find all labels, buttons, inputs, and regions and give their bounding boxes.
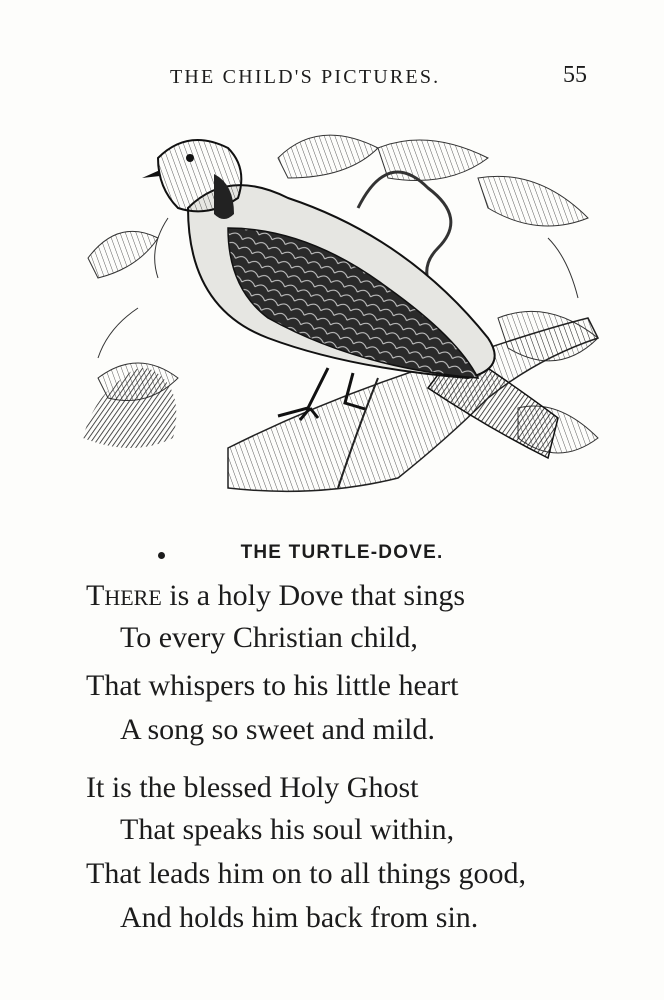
turtle-dove-illustration	[78, 118, 608, 518]
poem-line-2: To every Christian child,	[120, 621, 418, 654]
poem-title: THE TURTLE-DOVE.	[240, 542, 444, 563]
poem-line-6: That speaks his soul within,	[120, 813, 455, 846]
turtle-dove-engraving	[78, 118, 608, 518]
page-number: 55	[563, 62, 587, 88]
first-word-rest: HERE	[104, 585, 162, 610]
running-head: THE CHILD'S PICTURES.	[170, 66, 441, 88]
poem-line-3: That whispers to his little heart	[86, 669, 459, 702]
poem-title-row	[0, 542, 664, 564]
poem-line-8: And holds him back from sin.	[120, 901, 479, 934]
page-header	[0, 62, 664, 100]
drop-letter: T	[86, 579, 105, 612]
poem-line-7: That leads him on to all things good,	[86, 857, 526, 890]
poem-line-5: It is the blessed Holy Ghost	[86, 771, 419, 804]
poem-line-1	[86, 578, 465, 616]
poem-line-4: A song so sweet and mild.	[120, 713, 435, 746]
first-line-rest: is a holy Dove that sings	[161, 579, 466, 612]
